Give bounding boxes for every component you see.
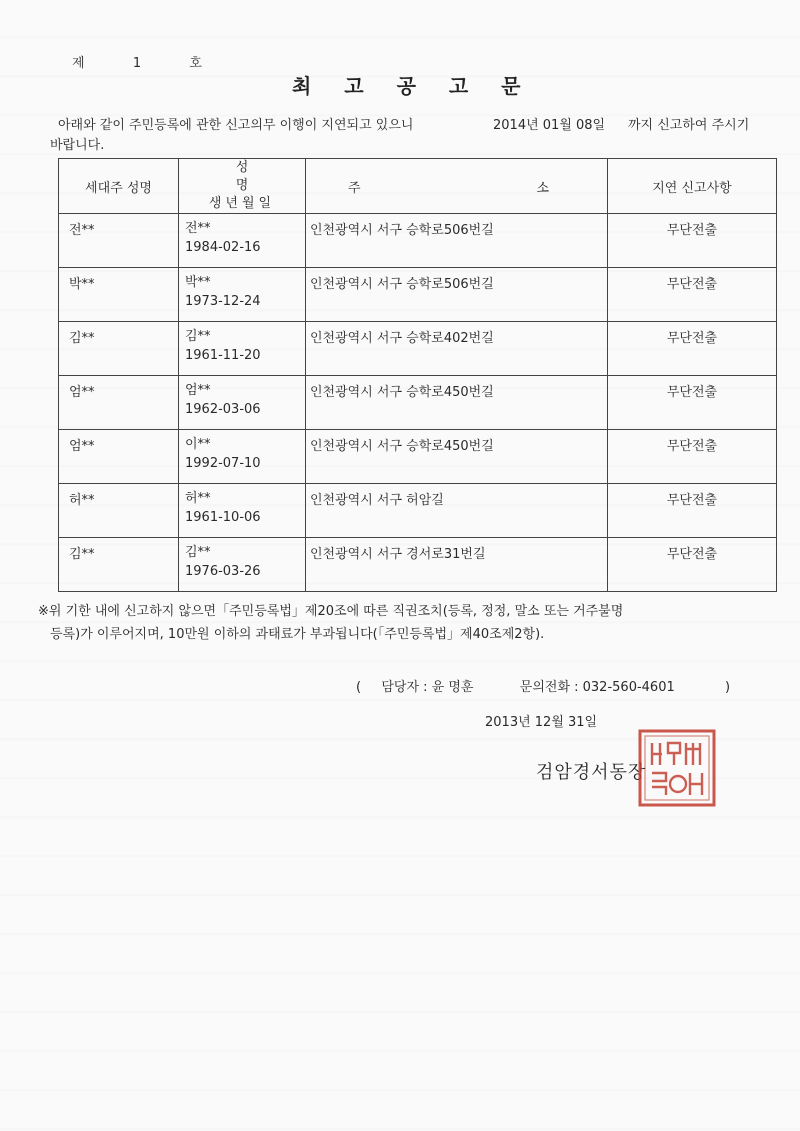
cell-status xyxy=(608,430,777,484)
table-row xyxy=(59,322,777,376)
cell-member xyxy=(179,268,306,322)
member-name: 엄** xyxy=(185,383,211,398)
cell-status xyxy=(608,484,777,538)
address: 인천광역시 서구 승학로450번길 xyxy=(310,439,494,454)
member-name: 이** xyxy=(185,437,211,452)
issue-date: 2013년 12월 31일 xyxy=(485,715,598,730)
cell-address xyxy=(306,484,608,538)
cell-member xyxy=(179,430,306,484)
contact-close-paren: ) xyxy=(725,680,731,695)
table-row xyxy=(59,376,777,430)
cell-status xyxy=(608,214,777,268)
address: 인천광역시 서구 허암길 xyxy=(310,493,444,508)
table-row xyxy=(59,214,777,268)
head-name: 허** xyxy=(69,493,95,508)
cell-head-name xyxy=(59,430,179,484)
member-name: 박** xyxy=(185,275,211,290)
cell-status xyxy=(608,268,777,322)
cell-member xyxy=(179,214,306,268)
doc-number-prefix: 제 xyxy=(72,56,87,71)
member-name: 김** xyxy=(185,329,211,344)
member-name: 허** xyxy=(185,491,211,506)
head-name: 김** xyxy=(69,331,95,346)
header-address-a: 주 xyxy=(348,180,361,196)
document-number xyxy=(72,52,204,71)
signer-title: 검암경서동장 xyxy=(536,762,647,783)
header-member xyxy=(179,159,306,214)
member-birth: 1973-12-24 xyxy=(185,294,261,309)
cell-member xyxy=(179,376,306,430)
cell-address xyxy=(306,214,608,268)
doc-number-value: 1 xyxy=(132,56,144,71)
cell-member xyxy=(179,484,306,538)
head-name: 엄** xyxy=(69,385,95,400)
cell-head-name xyxy=(59,376,179,430)
header-status: 지연 신고사항 xyxy=(608,159,777,214)
head-name: 엄** xyxy=(69,439,95,454)
address: 인천광역시 서구 승학로506번길 xyxy=(310,277,494,292)
contact-person: 담당자 : 윤 명훈 xyxy=(381,680,474,695)
cell-status xyxy=(608,538,777,592)
member-birth: 1976-03-26 xyxy=(185,564,261,579)
cell-address xyxy=(306,538,608,592)
intro-line-1: 아래와 같이 주민등록에 관한 신고의무 이행이 지연되고 있으니 xyxy=(58,118,414,133)
head-name: 김** xyxy=(69,547,95,562)
cell-address xyxy=(306,268,608,322)
notice-note-line-1: ※위 기한 내에 신고하지 않으면「주민등록법」제20조에 따른 직권조치(등록, 정정, 말소 또는 거주불명 xyxy=(38,604,624,619)
delay-status: 무단전출 xyxy=(666,385,718,400)
deadline-date: 2014년 01월 08일 xyxy=(493,118,606,133)
address: 인천광역시 서구 승학로506번길 xyxy=(310,223,494,238)
intro-line-2: 바랍니다. xyxy=(50,138,105,153)
member-name: 전** xyxy=(185,221,211,236)
cell-address xyxy=(306,322,608,376)
member-name: 김** xyxy=(185,545,211,560)
cell-head-name xyxy=(59,538,179,592)
cell-head-name xyxy=(59,268,179,322)
address: 인천광역시 서구 경서로31번길 xyxy=(310,547,486,562)
address: 인천광역시 서구 승학로402번길 xyxy=(310,331,494,346)
notice-note-line-2: 등록)가 이루어지며, 10만원 이하의 과태료가 부과됩니다(「주민등록법」제40조제2항). xyxy=(50,627,545,642)
doc-number-suffix: 호 xyxy=(189,56,204,71)
header-head-name: 세대주 성명 xyxy=(59,159,179,214)
member-birth: 1961-10-06 xyxy=(185,510,261,525)
cell-head-name xyxy=(59,322,179,376)
table-row xyxy=(59,538,777,592)
document-title: 최 고 공 고 문 xyxy=(292,74,534,98)
delay-status: 무단전출 xyxy=(666,547,718,562)
table-row xyxy=(59,484,777,538)
delay-status: 무단전출 xyxy=(666,331,718,346)
notice-table xyxy=(58,158,777,592)
cell-member xyxy=(179,538,306,592)
cell-address xyxy=(306,430,608,484)
contact-line xyxy=(356,676,730,695)
contact-open-paren: ( xyxy=(356,680,362,695)
member-birth: 1984-02-16 xyxy=(185,240,261,255)
header-member-name: 성명 xyxy=(235,160,295,193)
header-member-birth: 생년월일 xyxy=(208,196,276,211)
intro-line-1-end: 까지 신고하여 주시기 xyxy=(628,118,750,133)
delay-status: 무단전출 xyxy=(666,277,718,292)
head-name: 전** xyxy=(69,223,95,238)
member-birth: 1992-07-10 xyxy=(185,456,261,471)
member-birth: 1961-11-20 xyxy=(185,348,261,363)
official-seal-icon xyxy=(636,727,718,809)
header-address-b: 소 xyxy=(536,180,549,196)
contact-phone: 문의전화 : 032-560-4601 xyxy=(519,680,675,695)
cell-address xyxy=(306,376,608,430)
table-header-row xyxy=(59,159,777,214)
address: 인천광역시 서구 승학로450번길 xyxy=(310,385,494,400)
table-row xyxy=(59,430,777,484)
cell-status xyxy=(608,322,777,376)
header-address xyxy=(306,159,608,214)
cell-status xyxy=(608,376,777,430)
cell-head-name xyxy=(59,484,179,538)
cell-member xyxy=(179,322,306,376)
delay-status: 무단전출 xyxy=(666,223,718,238)
delay-status: 무단전출 xyxy=(666,493,718,508)
table-body xyxy=(59,214,777,592)
head-name: 박** xyxy=(69,277,95,292)
delay-status: 무단전출 xyxy=(666,439,718,454)
cell-head-name xyxy=(59,214,179,268)
table-row xyxy=(59,268,777,322)
member-birth: 1962-03-06 xyxy=(185,402,261,417)
